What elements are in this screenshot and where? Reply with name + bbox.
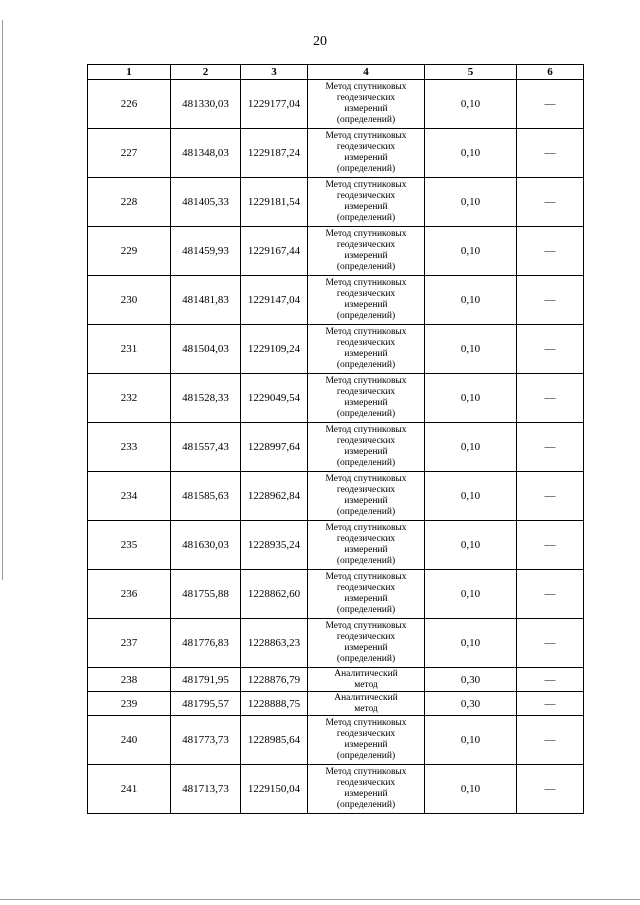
header-row xyxy=(88,65,584,80)
note-cell: — xyxy=(517,472,584,521)
y-coordinate-cell: 1228863,23 xyxy=(241,619,308,668)
method-line: Метод спутниковых xyxy=(325,572,407,582)
accuracy-cell: 0,10 xyxy=(425,472,517,521)
y-coordinate-cell: 1228962,84 xyxy=(241,472,308,521)
method-line: (определений) xyxy=(336,654,396,664)
method-cell xyxy=(308,80,425,129)
method-line: Аналитический xyxy=(334,668,398,679)
note-cell: — xyxy=(517,619,584,668)
point-number-cell: 235 xyxy=(88,521,171,570)
method-line: измерений xyxy=(344,251,388,261)
note-cell: — xyxy=(517,668,584,692)
table-row xyxy=(88,619,584,668)
page-number: 20 xyxy=(313,34,327,49)
method-line: метод xyxy=(354,679,378,690)
method-line: Метод спутниковых xyxy=(325,718,407,728)
point-number-cell: 239 xyxy=(88,692,171,716)
method-line: Метод спутниковых xyxy=(325,82,407,92)
method-line: измерений xyxy=(344,447,388,457)
table-row xyxy=(88,765,584,814)
point-number-cell: 227 xyxy=(88,129,171,178)
method-line: (определений) xyxy=(336,458,396,468)
method-line: геодезических xyxy=(336,436,396,446)
note-cell: — xyxy=(517,765,584,814)
method-line: измерений xyxy=(344,202,388,212)
note-cell: — xyxy=(517,325,584,374)
method-line: измерений xyxy=(344,496,388,506)
table-row xyxy=(88,521,584,570)
x-coordinate-cell: 481528,33 xyxy=(171,374,241,423)
y-coordinate-cell: 1228888,75 xyxy=(241,692,308,716)
accuracy-cell: 0,10 xyxy=(425,423,517,472)
method-line: Метод спутниковых xyxy=(325,474,407,484)
y-coordinate-cell: 1229181,54 xyxy=(241,178,308,227)
method-line: геодезических xyxy=(336,93,396,103)
method-line: измерений xyxy=(344,398,388,408)
method-cell xyxy=(308,472,425,521)
method-line: (определений) xyxy=(336,556,396,566)
y-coordinate-cell: 1229177,04 xyxy=(241,80,308,129)
note-cell: — xyxy=(517,716,584,765)
y-coordinate-cell: 1229049,54 xyxy=(241,374,308,423)
point-number-cell: 229 xyxy=(88,227,171,276)
point-number-cell: 238 xyxy=(88,668,171,692)
method-cell xyxy=(308,129,425,178)
method-cell xyxy=(308,423,425,472)
point-number-cell: 234 xyxy=(88,472,171,521)
method-line: (определений) xyxy=(336,311,396,321)
note-cell: — xyxy=(517,423,584,472)
header-col-4: 4 xyxy=(308,65,425,80)
method-line: Метод спутниковых xyxy=(325,425,407,435)
method-line: Метод спутниковых xyxy=(325,376,407,386)
y-coordinate-cell: 1229109,24 xyxy=(241,325,308,374)
point-number-cell: 240 xyxy=(88,716,171,765)
point-number-cell: 236 xyxy=(88,570,171,619)
method-line: измерений xyxy=(344,300,388,310)
note-cell: — xyxy=(517,178,584,227)
note-cell: — xyxy=(517,521,584,570)
accuracy-cell: 0,10 xyxy=(425,129,517,178)
method-line: (определений) xyxy=(336,800,396,810)
point-number-cell: 226 xyxy=(88,80,171,129)
method-line: Метод спутниковых xyxy=(325,523,407,533)
table-row xyxy=(88,129,584,178)
accuracy-cell: 0,10 xyxy=(425,521,517,570)
method-cell xyxy=(308,619,425,668)
method-cell xyxy=(308,521,425,570)
x-coordinate-cell: 481459,93 xyxy=(171,227,241,276)
table-row xyxy=(88,276,584,325)
header-col-3: 3 xyxy=(241,65,308,80)
method-line: геодезических xyxy=(336,778,396,788)
accuracy-cell: 0,10 xyxy=(425,227,517,276)
table-body xyxy=(88,80,584,814)
method-line: геодезических xyxy=(336,289,396,299)
method-line: Метод спутниковых xyxy=(325,131,407,141)
x-coordinate-cell: 481348,03 xyxy=(171,129,241,178)
point-number-cell: 237 xyxy=(88,619,171,668)
method-line: метод xyxy=(354,703,378,714)
method-line: (определений) xyxy=(336,507,396,517)
note-cell: — xyxy=(517,227,584,276)
method-line: геодезических xyxy=(336,485,396,495)
y-coordinate-cell: 1229147,04 xyxy=(241,276,308,325)
method-line: Метод спутниковых xyxy=(325,229,407,239)
method-cell xyxy=(308,668,425,692)
table-row xyxy=(88,472,584,521)
method-line: (определений) xyxy=(336,164,396,174)
point-number-cell: 231 xyxy=(88,325,171,374)
accuracy-cell: 0,10 xyxy=(425,374,517,423)
point-number-cell: 233 xyxy=(88,423,171,472)
x-coordinate-cell: 481791,95 xyxy=(171,668,241,692)
method-line: измерений xyxy=(344,643,388,653)
method-line: (определений) xyxy=(336,409,396,419)
point-number-cell: 228 xyxy=(88,178,171,227)
method-line: измерений xyxy=(344,789,388,799)
method-line: геодезических xyxy=(336,632,396,642)
method-line: Метод спутниковых xyxy=(325,278,407,288)
y-coordinate-cell: 1228997,64 xyxy=(241,423,308,472)
table-row xyxy=(88,325,584,374)
method-line: Метод спутниковых xyxy=(325,180,407,190)
table-row xyxy=(88,227,584,276)
x-coordinate-cell: 481795,57 xyxy=(171,692,241,716)
left-margin-line xyxy=(2,20,3,580)
point-number-cell: 241 xyxy=(88,765,171,814)
y-coordinate-cell: 1229187,24 xyxy=(241,129,308,178)
method-line: Метод спутниковых xyxy=(325,621,407,631)
note-cell: — xyxy=(517,570,584,619)
method-line: (определений) xyxy=(336,360,396,370)
point-number-cell: 232 xyxy=(88,374,171,423)
x-coordinate-cell: 481504,03 xyxy=(171,325,241,374)
method-line: измерений xyxy=(344,545,388,555)
method-cell xyxy=(308,178,425,227)
header-col-1: 1 xyxy=(88,65,171,80)
y-coordinate-cell: 1228876,79 xyxy=(241,668,308,692)
accuracy-cell: 0,30 xyxy=(425,668,517,692)
method-line: (определений) xyxy=(336,213,396,223)
method-cell xyxy=(308,692,425,716)
method-line: измерений xyxy=(344,349,388,359)
method-line: (определений) xyxy=(336,605,396,615)
method-line: Аналитический xyxy=(334,692,398,703)
table-row xyxy=(88,692,584,716)
method-line: геодезических xyxy=(336,534,396,544)
accuracy-cell: 0,10 xyxy=(425,716,517,765)
method-line: геодезических xyxy=(336,387,396,397)
method-line: геодезических xyxy=(336,338,396,348)
table-row xyxy=(88,178,584,227)
y-coordinate-cell: 1228862,60 xyxy=(241,570,308,619)
table-row xyxy=(88,570,584,619)
note-cell: — xyxy=(517,129,584,178)
method-line: геодезических xyxy=(336,583,396,593)
method-line: измерений xyxy=(344,153,388,163)
method-line: геодезических xyxy=(336,191,396,201)
header-col-5: 5 xyxy=(425,65,517,80)
note-cell: — xyxy=(517,80,584,129)
x-coordinate-cell: 481330,03 xyxy=(171,80,241,129)
note-cell: — xyxy=(517,374,584,423)
accuracy-cell: 0,30 xyxy=(425,692,517,716)
method-cell xyxy=(308,570,425,619)
method-line: Метод спутниковых xyxy=(325,767,407,777)
x-coordinate-cell: 481630,03 xyxy=(171,521,241,570)
table-row xyxy=(88,716,584,765)
method-cell xyxy=(308,765,425,814)
method-cell xyxy=(308,374,425,423)
table-row xyxy=(88,80,584,129)
accuracy-cell: 0,10 xyxy=(425,80,517,129)
x-coordinate-cell: 481773,73 xyxy=(171,716,241,765)
y-coordinate-cell: 1228985,64 xyxy=(241,716,308,765)
method-cell xyxy=(308,325,425,374)
accuracy-cell: 0,10 xyxy=(425,276,517,325)
x-coordinate-cell: 481557,43 xyxy=(171,423,241,472)
table-header xyxy=(88,65,584,80)
method-cell xyxy=(308,716,425,765)
method-line: геодезических xyxy=(336,142,396,152)
accuracy-cell: 0,10 xyxy=(425,570,517,619)
header-col-6: 6 xyxy=(517,65,584,80)
x-coordinate-cell: 481755,88 xyxy=(171,570,241,619)
accuracy-cell: 0,10 xyxy=(425,178,517,227)
y-coordinate-cell: 1229150,04 xyxy=(241,765,308,814)
method-line: измерений xyxy=(344,594,388,604)
x-coordinate-cell: 481405,33 xyxy=(171,178,241,227)
note-cell: — xyxy=(517,276,584,325)
x-coordinate-cell: 481481,83 xyxy=(171,276,241,325)
method-line: геодезических xyxy=(336,729,396,739)
table-row xyxy=(88,668,584,692)
method-cell xyxy=(308,276,425,325)
x-coordinate-cell: 481776,83 xyxy=(171,619,241,668)
method-line: геодезических xyxy=(336,240,396,250)
note-cell: — xyxy=(517,692,584,716)
table-row xyxy=(88,423,584,472)
method-cell xyxy=(308,227,425,276)
y-coordinate-cell: 1229167,44 xyxy=(241,227,308,276)
y-coordinate-cell: 1228935,24 xyxy=(241,521,308,570)
header-col-2: 2 xyxy=(171,65,241,80)
method-line: измерений xyxy=(344,104,388,114)
bottom-margin-line xyxy=(0,899,640,900)
accuracy-cell: 0,10 xyxy=(425,325,517,374)
x-coordinate-cell: 481585,63 xyxy=(171,472,241,521)
point-number-cell: 230 xyxy=(88,276,171,325)
method-line: (определений) xyxy=(336,115,396,125)
accuracy-cell: 0,10 xyxy=(425,619,517,668)
coordinates-table xyxy=(87,64,584,814)
method-line: измерений xyxy=(344,740,388,750)
method-line: (определений) xyxy=(336,751,396,761)
accuracy-cell: 0,10 xyxy=(425,765,517,814)
x-coordinate-cell: 481713,73 xyxy=(171,765,241,814)
method-line: Метод спутниковых xyxy=(325,327,407,337)
method-line: (определений) xyxy=(336,262,396,272)
table-row xyxy=(88,374,584,423)
